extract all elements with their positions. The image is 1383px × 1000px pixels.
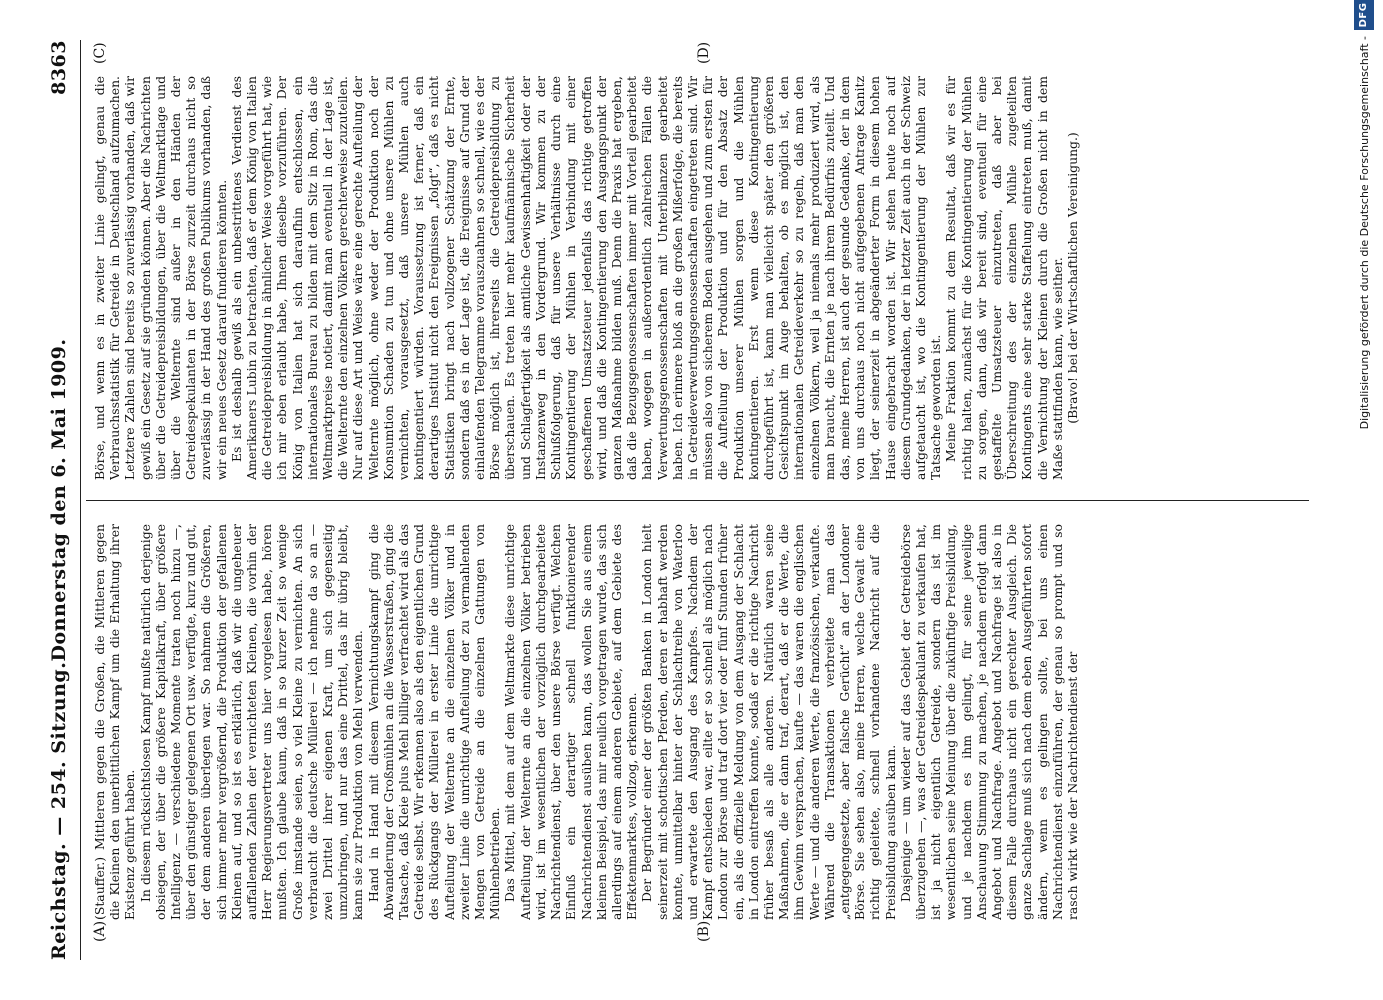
column-divider <box>86 500 1309 501</box>
page-number: 8363 <box>48 40 70 95</box>
margin-marker-d: (D) <box>696 41 712 64</box>
paragraph: Es ist deshalb gewiß als ein unbestrittenes Verdienst des Amerikaners Lubin zu betrachten, daß er dem König von Italien die Getreidepreisbildung in ähnlicher Weise vorgeführt hat, wie ich mir eben erlaubt habe, Ihnen dieselbe vorzuführen. Der König von Italien hat sich daraufhin entschlossen, ein internationales Bureau zu bilden mit dem Sitz in Rom, das die Weltmarktpreise notiert, damit man eventuell in der Lage ist, die Welternte den einzelnen Völkern gerechterweise zuzuteilen. Nur auf diese Art und Weise wäre eine gerechte Aufteilung der Welternte möglich, ohne weder der Produktion noch der Konsumtion Schaden zu tun und ohne unsere Mühlen zu vernichten, vorausgesetzt, daß unsere Mühlen auch kontingentiert würden. Voraussetzung ist ferner, daß ein derartiges Institut nicht den Ereignissen „folgt“, daß es nicht Statistiken bringt nach vollzogener Schätzung der Ernte, sondern daß es in der Lage ist, die Ereignisse auf Grund der einlaufenden Telegramme vorauszuahnen so schnell, wie es der Börse möglich ist, ihrerseits die Getreidepreisbildung zu überschauen. Es treten hier mehr kaufmännische Sicherheit und Schlagfertigkeit als amtliche Gewissenhaftigkeit oder der Instanzenweg in den Vordergrund. Wir kommen zu der Schlußfolgerung, daß für unsere Verhältnisse durch eine Kontingentierung der Mühlen in Verbindung mit einer geschaffenen Umsatzsteuer jedenfalls das richtige getroffen wird, und daß die Kontingentierung den Ausgangspunkt der ganzen Maßnahme bilden muß. Denn die Praxis hat ergeben, daß die Bezugsgenossenschaften immer mit Vorteil gearbeitet haben, wogegen in außerordentlich zahlreichen Fällen die Verwertungsgenossenschaften mit Unterbilanzen gearbeitet haben. Ich erinnere bloß an die großen Mißerfolge, die bereits in Getreideverwertungsgenossenschaften eingetreten sind. Wir müssen also von sicherem Boden ausgehen und zum ersten für die Aufteilung der Produktion und für den Absatz der Produktion unserer Mühlen sorgen und die Mühlen kontingentieren. Erst wenn diese Kontingentierung durchgeführt ist, kann man vielleicht später den größeren Gesichtspunkt im Auge behalten, ob es möglich ist, den internationalen Getreideverkehr so zu regeln, daß man den einzelnen Völkern, weil ja niemals mehr produziert wird, als man braucht, die Ernten je nach ihrem Bedürfnis zuteilt. Und das, meine Herren, ist auch der gesunde Gedanke, der in dem von uns durchaus noch nicht aufgegebenen Antrage Kanitz liegt, der seinerzeit in abgeänderter Form in diesem hohen Hause eingebracht worden ist. Wir stehen heute noch auf diesem Grundgedanken, der in letzter Zeit auch in der Schweiz aufgetaucht ist, wo die Kontingentierung der Mühlen zur Tatsache geworden ist. <box>228 76 944 480</box>
paragraph: Börse, und wenn es in zweiter Linie gelingt, genau die Verbrauchsstatistik für Getreide in Deutschland aufzumachen. Letztere Zahlen sind bereits so zuverlässig vorhanden, daß wir gewiß ein Gesetz auf sie gründen können. Aber die Nachrichten über die Getreidepreisbildungen, über die Weltmarktlage und über die Welternte sind außer in den Händen der Getreidespekulanten in der Börse zurzeit durchaus nicht so zuverlässig in der Hand des großen Publikums vorhanden, daß wir ein neues Gesetz darauf fundieren könnten. <box>92 76 229 480</box>
header-rule <box>80 40 81 960</box>
dfg-footer <box>1346 0 1376 1000</box>
margin-marker-a: (A) <box>92 920 108 942</box>
header-session: Reichstag. — 254. Sitzung. <box>48 661 70 960</box>
right-column <box>92 76 1313 480</box>
margin-marker-b: (B) <box>696 920 712 942</box>
paragraph: In diesem rücksichtslosen Kampf mußte natürlich derjenige obsiegen, der über die größere Kapitalkraft, über größere Intelligenz — verschiedene Momente traten noch hinzu —, über den günstiger gelegenen Ort usw. verfügte, kurz und gut, der dem anderen überlegen war. So nahmen die Größeren, sich immer mehr vergrößernd, die Produktion der gefallenen Kleinen auf, und so ist es erklärlich, daß wir die ungeheuer auffallenden Zahlen der vernichteten Kleinen, die vorhin der Herr Regierungsvertreter uns hier vorgelesen habe, hören mußten. Ich glaube kaum, daß in so kurzer Zeit so wenige Große imstande seien, so viel Kleine zu vernichten. An sich verbraucht die deutsche Müllerei — ich nehme da so an — zwei Drittel ihrer eigenen Kraft, um sich gegenseitig umzubringen, und nur das eine Drittel, das ihr übrig bleibt, kann sie zur Produktion von Mehl verwenden. <box>137 524 366 920</box>
paragraph: Der Begründer einer der größten Banken in London hielt seinerzeit mit schottischen Pferden, deren er habhaft werden konnte, unmittelbar hinter der Schlachtreihe von Waterloo und erwartete den Ausgang des Kampfes. Nachdem der Kampf entschieden war, eilte er so schnell als möglich nach London zur Börse und traf dort vier oder fünf Stunden früher ein, als die offizielle Meldung von dem Ausgang der Schlacht in London eintreffen konnte, sodaß er die richtige Nachricht früher besaß als alle anderen. Natürlich waren seine Maßnahmen, die er dann traf, derart, daß er die Werte, die ihm Gewinn versprachen, kaufte — das waren die englischen Werte — und die anderen Werte, die französischen, verkaufte. Während die Transaktionen verbreitete man das „entgegengesetzte, aber falsche Gerücht“ an der Londoner Börse. Sie sehen also, meine Herren, welche Gewalt eine richtig geleitete, schnell vorhandene Nachricht auf die Preisbildung ausüben kann. <box>639 524 898 920</box>
dfg-credit: Digitalisierung gefördert durch die Deutsche Forschungsgemeinschaft - <box>1358 36 1371 430</box>
paragraph: Das Mittel, mit dem auf dem Weltmarkte diese unrichtige Aufteilung der Welternte an die einzelnen Völker betrieben wird, ist im wesentlichen der vorzüglich durchgearbeitete Nachrichtendienst, über den unsere Börse verfügt. Welchen Einfluß ein derartiger schnell funktionierender Nachrichtendienst ausüben kann, das wollen Sie aus einem kleinen Beispiel, das mir neulich vorgetragen wurde, das sich allerdings auf einem anderen Gebiete, auf dem Gebiete des Effektenmarktes, vollzog, erkennen. <box>502 524 640 920</box>
paragraph: Hand in Hand mit diesem Vernichtungskampf ging die Abwanderung der Großmühlen an die Wasserstraßen, ging die Tatsache, daß Kleie plus Mehl billiger verfrachtet wird als das Getreide selbst. Wir erkennen also als den eigentlichen Grund des Rückgangs der Müllerei in erster Linie die unrichtige Aufteilung der Welternte an die einzelnen Völker und in zweiter Linie die unrichtige Aufteilung der zu vermahlenden Mengen von Getreide an die einzelnen Gattungen von Mühlenbetrieben. <box>365 524 503 920</box>
page-header <box>44 40 76 960</box>
applause-note: (Bravo! bei der Wirtschaftlichen Vereinigung.) <box>1065 132 1080 424</box>
margin-marker-c: (C) <box>92 42 108 64</box>
paragraph: Meine Fraktion kommt zu dem Resultat, daß wir es für richtig halten, zunächst für die Kontingentierung der Mühlen zu sorgen, dann, daß wir bereit sind, eventuell für eine gestaffelte Umsatzsteuer einzutreten, daß aber bei Überschreitung des der einzelnen Mühle zugeteilten Kontingents eine sehr starke Staffelung eintreten muß, damit die Vernichtung der Kleinen durch die Großen nicht in dem Maße stattfinden kann, wie seither. <box>943 76 1065 480</box>
dfg-logo-icon[interactable]: DFG <box>1354 0 1374 30</box>
paragraph: (Stauffer.) Mittleren gegen die Großen, die Mittleren gegen die Kleinen den unerbittlichen Kampf um die Erhaltung ihrer Existenz geführt haben. <box>92 524 138 920</box>
paragraph: Dasjenige — um wieder auf das Gebiet der Getreidebörse überzugehen —, was der Getreidespekulant zu verkaufen hat, ist ja nicht eigentlich Getreide, sondern das ist im wesentlichen seine Meinung über die zukünftige Preisbildung, und je nachdem es ihm gelingt, für seine jeweilige Anschauung Stimmung zu machen, je nachdem erfolgt dann Angebot und Nachfrage. Angebot und Nachfrage ist also in diesem Falle durchaus nicht ein gerechter Ausgleich. Die ganze Sachlage muß sich nach dem eben Ausgeführten sofort ändern, wenn es gelingen sollte, bei uns einen Nachrichtendienst einzuführen, der genau so prompt und so rasch wirkt wie der Nachrichtendienst der <box>897 524 1080 920</box>
header-date: Donnerstag den 6. Mai 1909. <box>48 338 70 662</box>
left-column <box>92 524 1313 920</box>
